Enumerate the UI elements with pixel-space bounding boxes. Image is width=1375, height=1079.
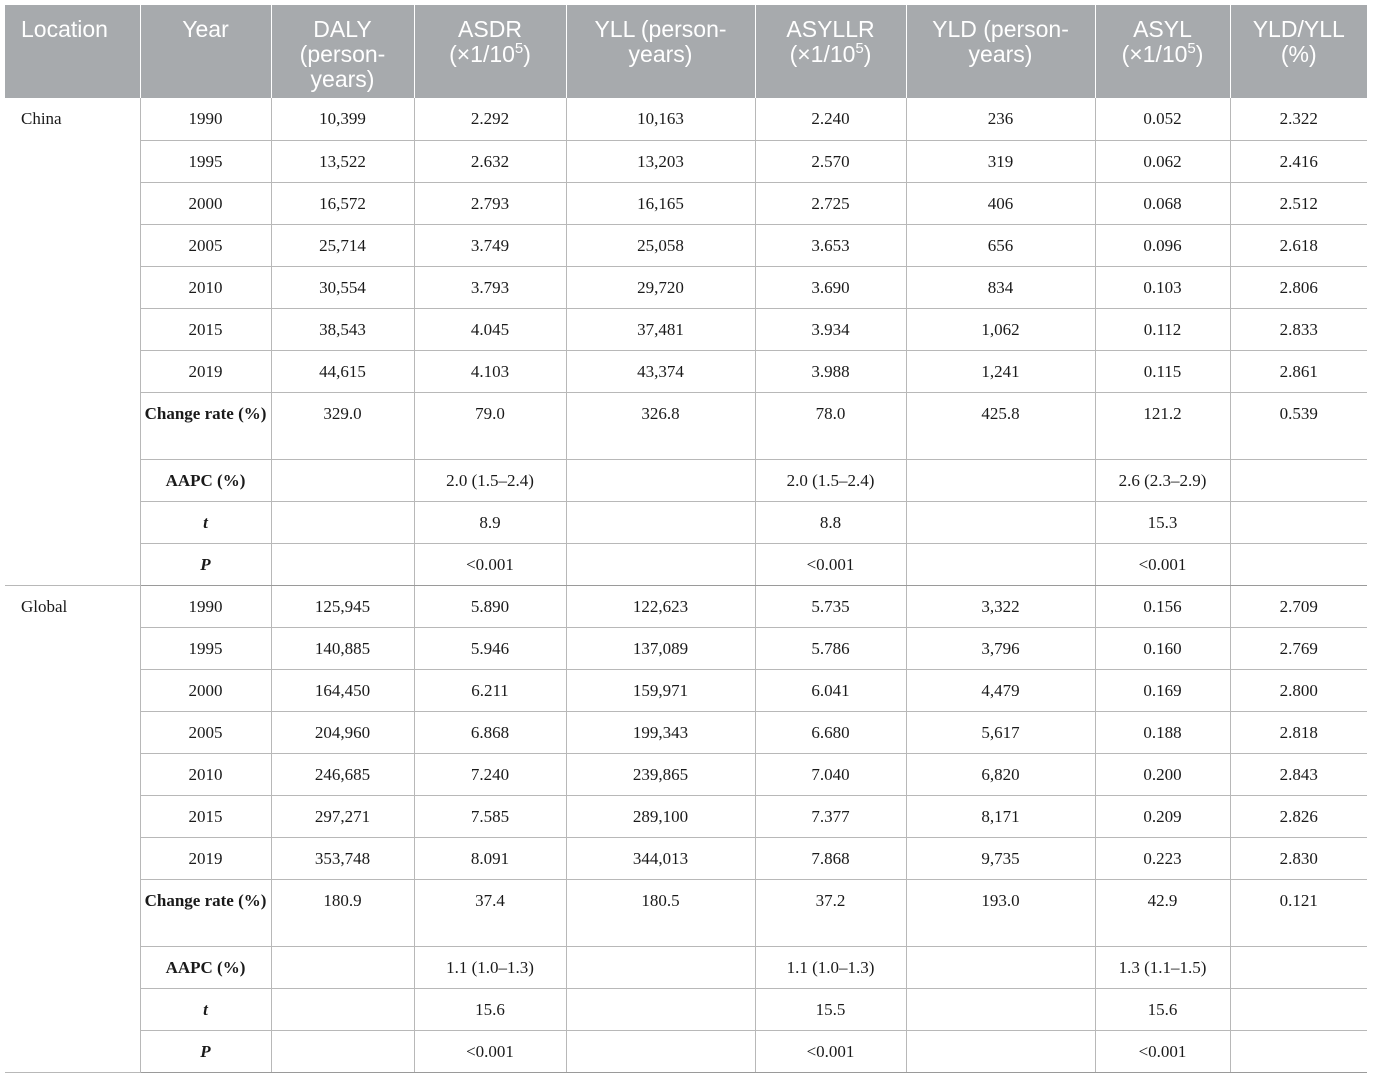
table-row (5, 140, 1367, 182)
daly-cell: 25,714 (271, 224, 414, 266)
asdr-cell: 4.045 (414, 308, 566, 350)
asyl-cell: 42.9 (1095, 879, 1230, 946)
asyllr-cell: 7.040 (755, 753, 906, 795)
asyllr-cell: 3.690 (755, 266, 906, 308)
yll-cell: 159,971 (566, 669, 755, 711)
daly-cell (271, 501, 414, 543)
header-asyl-sup: 5 (1187, 40, 1196, 57)
asdr-cell: 4.103 (414, 350, 566, 392)
asyl-cell: 15.3 (1095, 501, 1230, 543)
yll-cell: 10,163 (566, 98, 755, 140)
yll-cell (566, 1030, 755, 1072)
table-row (5, 182, 1367, 224)
asyl-cell: 0.223 (1095, 837, 1230, 879)
yll-cell: 344,013 (566, 837, 755, 879)
year-cell: 2019 (140, 350, 271, 392)
year-cell: 1995 (140, 140, 271, 182)
year-cell: 2000 (140, 182, 271, 224)
asdr-cell: 1.1 (1.0–1.3) (414, 946, 566, 988)
yld-cell: 6,820 (906, 753, 1095, 795)
asyllr-cell: 3.988 (755, 350, 906, 392)
asdr-cell: 7.240 (414, 753, 566, 795)
yld-cell: 9,735 (906, 837, 1095, 879)
year-cell: t (140, 988, 271, 1030)
asyllr-cell: 7.377 (755, 795, 906, 837)
yll-cell: 122,623 (566, 585, 755, 627)
yld-yll-ratio-cell (1230, 988, 1367, 1030)
asyllr-cell: 6.680 (755, 711, 906, 753)
daly-cell: 44,615 (271, 350, 414, 392)
asyllr-cell: 3.653 (755, 224, 906, 266)
asdr-cell: 8.091 (414, 837, 566, 879)
asyllr-cell: <0.001 (755, 543, 906, 585)
year-cell: P (140, 543, 271, 585)
header-asdr-close: ) (523, 41, 531, 67)
year-cell: Change rate (%) (140, 392, 271, 459)
data-table (5, 5, 1367, 1073)
yld-cell (906, 988, 1095, 1030)
yld-yll-ratio-cell: 2.512 (1230, 182, 1367, 224)
table-row (5, 266, 1367, 308)
asdr-cell: 79.0 (414, 392, 566, 459)
table-row (5, 1030, 1367, 1072)
yld-cell: 236 (906, 98, 1095, 140)
yld-cell (906, 543, 1095, 585)
asyl-cell: 2.6 (2.3–2.9) (1095, 459, 1230, 501)
daly-cell (271, 988, 414, 1030)
yld-yll-ratio-cell: 2.833 (1230, 308, 1367, 350)
header-asyllr-text: ASYLLR (×1/10 (786, 16, 875, 67)
table-row (5, 837, 1367, 879)
yld-yll-ratio-cell: 2.806 (1230, 266, 1367, 308)
yld-yll-ratio-cell: 2.826 (1230, 795, 1367, 837)
asyllr-cell: 7.868 (755, 837, 906, 879)
header-yld-yll-ratio: YLD/YLL (%) (1230, 5, 1367, 98)
year-cell: Change rate (%) (140, 879, 271, 946)
asyl-cell: 0.188 (1095, 711, 1230, 753)
year-cell: 2015 (140, 308, 271, 350)
yll-cell (566, 946, 755, 988)
table-row (5, 946, 1367, 988)
asdr-cell: 8.9 (414, 501, 566, 543)
daly-cell (271, 946, 414, 988)
yld-yll-ratio-cell (1230, 501, 1367, 543)
yld-yll-ratio-cell: 2.416 (1230, 140, 1367, 182)
yld-cell: 5,617 (906, 711, 1095, 753)
asdr-cell: 7.585 (414, 795, 566, 837)
daly-cell: 13,522 (271, 140, 414, 182)
asyl-cell: 0.115 (1095, 350, 1230, 392)
table-row (5, 224, 1367, 266)
yll-cell: 180.5 (566, 879, 755, 946)
yll-cell (566, 501, 755, 543)
yld-yll-ratio-cell: 0.539 (1230, 392, 1367, 459)
daly-cell: 353,748 (271, 837, 414, 879)
daly-cell: 38,543 (271, 308, 414, 350)
table-row (5, 350, 1367, 392)
header-yld: YLD (person-years) (906, 5, 1095, 98)
location-cell: Global (5, 585, 140, 1072)
asyl-cell: 0.096 (1095, 224, 1230, 266)
yll-cell: 37,481 (566, 308, 755, 350)
asdr-cell: 2.793 (414, 182, 566, 224)
header-asyl-text: ASYL (×1/10 (1121, 16, 1192, 67)
yld-yll-ratio-cell: 2.843 (1230, 753, 1367, 795)
table-row (5, 308, 1367, 350)
header-asyllr (755, 5, 906, 98)
asyl-cell: 0.068 (1095, 182, 1230, 224)
yld-yll-ratio-cell: 2.618 (1230, 224, 1367, 266)
asdr-cell: 5.946 (414, 627, 566, 669)
yll-cell: 29,720 (566, 266, 755, 308)
asyllr-cell: 37.2 (755, 879, 906, 946)
year-cell: AAPC (%) (140, 459, 271, 501)
asyl-cell: 1.3 (1.1–1.5) (1095, 946, 1230, 988)
yld-yll-ratio-cell (1230, 543, 1367, 585)
year-cell: 2019 (140, 837, 271, 879)
yld-cell: 3,322 (906, 585, 1095, 627)
year-cell: 1995 (140, 627, 271, 669)
yld-yll-ratio-cell: 2.769 (1230, 627, 1367, 669)
year-cell: 1990 (140, 98, 271, 140)
yll-cell: 137,089 (566, 627, 755, 669)
table-row (5, 98, 1367, 140)
yld-cell: 3,796 (906, 627, 1095, 669)
yld-yll-ratio-cell: 2.861 (1230, 350, 1367, 392)
year-cell: 2010 (140, 753, 271, 795)
asyl-cell: 121.2 (1095, 392, 1230, 459)
asyl-cell: 0.052 (1095, 98, 1230, 140)
yld-cell: 1,241 (906, 350, 1095, 392)
daly-cell (271, 543, 414, 585)
yld-cell (906, 946, 1095, 988)
table-row (5, 753, 1367, 795)
yld-yll-ratio-cell: 2.322 (1230, 98, 1367, 140)
asyl-cell: <0.001 (1095, 1030, 1230, 1072)
asyllr-cell: 2.240 (755, 98, 906, 140)
yll-cell: 239,865 (566, 753, 755, 795)
yll-cell: 326.8 (566, 392, 755, 459)
asyllr-cell: 2.725 (755, 182, 906, 224)
daly-cell: 164,450 (271, 669, 414, 711)
daly-cell: 125,945 (271, 585, 414, 627)
table-row (5, 795, 1367, 837)
year-cell: 1990 (140, 585, 271, 627)
daly-cell: 246,685 (271, 753, 414, 795)
header-row (5, 5, 1367, 98)
yld-yll-ratio-cell: 2.800 (1230, 669, 1367, 711)
yll-cell: 13,203 (566, 140, 755, 182)
year-cell: 2000 (140, 669, 271, 711)
asyl-cell: 0.062 (1095, 140, 1230, 182)
yld-yll-ratio-cell (1230, 1030, 1367, 1072)
table-row (5, 459, 1367, 501)
daly-cell: 297,271 (271, 795, 414, 837)
asyllr-cell: 5.786 (755, 627, 906, 669)
table-row (5, 585, 1367, 627)
year-cell: AAPC (%) (140, 946, 271, 988)
header-asdr (414, 5, 566, 98)
asyllr-cell: 8.8 (755, 501, 906, 543)
yld-cell (906, 501, 1095, 543)
yld-cell: 319 (906, 140, 1095, 182)
table-row (5, 669, 1367, 711)
asyl-cell: 0.112 (1095, 308, 1230, 350)
table-row (5, 543, 1367, 585)
year-cell: P (140, 1030, 271, 1072)
asyl-cell: 0.156 (1095, 585, 1230, 627)
year-cell: 2005 (140, 224, 271, 266)
asdr-cell: 2.292 (414, 98, 566, 140)
asdr-cell: 2.0 (1.5–2.4) (414, 459, 566, 501)
asdr-cell: 37.4 (414, 879, 566, 946)
header-asyl (1095, 5, 1230, 98)
daly-cell: 10,399 (271, 98, 414, 140)
yld-yll-ratio-cell: 2.818 (1230, 711, 1367, 753)
asyl-cell: 0.200 (1095, 753, 1230, 795)
asyl-cell: 0.160 (1095, 627, 1230, 669)
asyl-cell: <0.001 (1095, 543, 1230, 585)
yll-cell: 16,165 (566, 182, 755, 224)
location-cell: China (5, 98, 140, 585)
asyllr-cell: 1.1 (1.0–1.3) (755, 946, 906, 988)
asdr-cell: 3.793 (414, 266, 566, 308)
asdr-cell: 6.211 (414, 669, 566, 711)
yll-cell (566, 988, 755, 1030)
header-location: Location (5, 5, 140, 98)
yld-yll-ratio-cell (1230, 459, 1367, 501)
asdr-cell: 15.6 (414, 988, 566, 1030)
yld-yll-ratio-cell: 0.121 (1230, 879, 1367, 946)
asdr-cell: 2.632 (414, 140, 566, 182)
asdr-cell: <0.001 (414, 543, 566, 585)
daly-cell (271, 459, 414, 501)
daly-cell: 16,572 (271, 182, 414, 224)
asdr-cell: 5.890 (414, 585, 566, 627)
asyllr-cell: 2.570 (755, 140, 906, 182)
asyllr-cell: 78.0 (755, 392, 906, 459)
asyllr-cell: 2.0 (1.5–2.4) (755, 459, 906, 501)
header-asdr-sup: 5 (514, 40, 524, 57)
asyllr-cell: 5.735 (755, 585, 906, 627)
yld-cell: 8,171 (906, 795, 1095, 837)
header-year: Year (140, 5, 271, 98)
yld-cell: 4,479 (906, 669, 1095, 711)
asyl-cell: 0.169 (1095, 669, 1230, 711)
year-cell: 2015 (140, 795, 271, 837)
daly-cell: 180.9 (271, 879, 414, 946)
asdr-cell: <0.001 (414, 1030, 566, 1072)
asdr-cell: 3.749 (414, 224, 566, 266)
yld-cell: 656 (906, 224, 1095, 266)
yld-yll-ratio-cell: 2.830 (1230, 837, 1367, 879)
yll-cell (566, 543, 755, 585)
table-row (5, 501, 1367, 543)
yll-cell: 199,343 (566, 711, 755, 753)
yll-cell: 43,374 (566, 350, 755, 392)
yld-yll-ratio-cell: 2.709 (1230, 585, 1367, 627)
daly-cell: 329.0 (271, 392, 414, 459)
yld-cell: 406 (906, 182, 1095, 224)
yld-cell (906, 1030, 1095, 1072)
table-row (5, 988, 1367, 1030)
asyllr-cell: <0.001 (755, 1030, 906, 1072)
daly-cell (271, 1030, 414, 1072)
year-cell: 2010 (140, 266, 271, 308)
header-asyllr-close: ) (863, 41, 872, 67)
header-yll: YLL (person-years) (566, 5, 755, 98)
table-body (5, 98, 1367, 1072)
asyl-cell: 15.6 (1095, 988, 1230, 1030)
asyl-cell: 0.103 (1095, 266, 1230, 308)
header-daly: DALY (person-years) (271, 5, 414, 98)
asyllr-cell: 3.934 (755, 308, 906, 350)
yld-cell: 193.0 (906, 879, 1095, 946)
table-row (5, 711, 1367, 753)
year-cell: 2005 (140, 711, 271, 753)
yll-cell: 289,100 (566, 795, 755, 837)
table-row (5, 879, 1367, 946)
header-asyl-close: ) (1195, 41, 1204, 67)
yll-cell (566, 459, 755, 501)
daly-cell: 30,554 (271, 266, 414, 308)
yld-cell: 1,062 (906, 308, 1095, 350)
daly-cell: 204,960 (271, 711, 414, 753)
yld-cell (906, 459, 1095, 501)
asyllr-cell: 15.5 (755, 988, 906, 1030)
table-row (5, 627, 1367, 669)
year-cell: t (140, 501, 271, 543)
asdr-cell: 6.868 (414, 711, 566, 753)
asyllr-cell: 6.041 (755, 669, 906, 711)
yld-cell: 834 (906, 266, 1095, 308)
yll-cell: 25,058 (566, 224, 755, 266)
yld-cell: 425.8 (906, 392, 1095, 459)
header-asyllr-sup: 5 (855, 40, 864, 57)
header-asdr-text: ASDR (×1/10 (449, 16, 522, 67)
yld-yll-ratio-cell (1230, 946, 1367, 988)
table-row (5, 392, 1367, 459)
daly-cell: 140,885 (271, 627, 414, 669)
asyl-cell: 0.209 (1095, 795, 1230, 837)
